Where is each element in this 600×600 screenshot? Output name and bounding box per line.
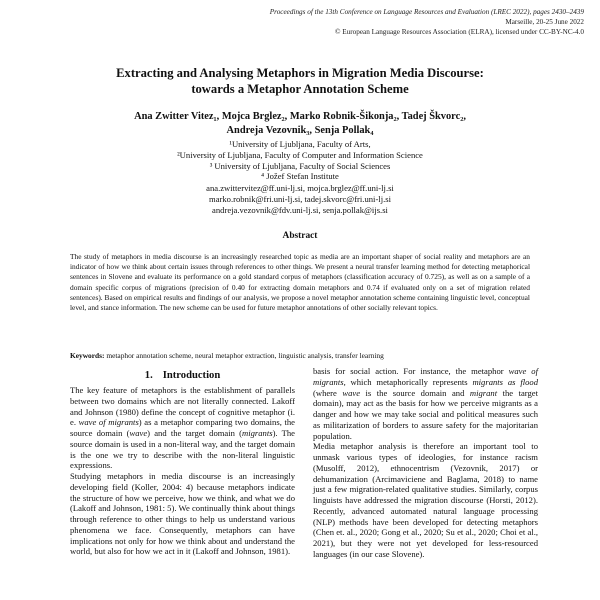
right-column xyxy=(313,366,538,560)
affiliation-3: ³ University of Ljubljana, Faculty of Social Sciences xyxy=(209,160,391,171)
authors-line-1: Ana Zwitter Vitez₁, Mojca Brglez₂, Marko Robnik-Šikonja₂, Tadej Škvorc₂, xyxy=(134,111,466,122)
venue-line: Marseille, 20-25 June 2022 xyxy=(505,18,584,26)
email-line-3: andreja.vezovnik@fdv.uni-lj.si, senja.pollak@ijs.si xyxy=(212,205,388,216)
affiliation-1: ¹University of Ljubljana, Faculty of Arts, xyxy=(229,139,371,149)
intro-paragraph-2: Studying metaphors in media discourse is an increasingly developing field (Koller, 2004: 4) because metaphors indicate the structure of how we perceive, how we think, and what we do (Lakoff and Johnson, 1981: 5). We continually think about things through reference to other things to help us understand various phenomena we face. Consequently, metaphors can have implications not only for how we think about and understand the world, but also for how we act in it (Lakoff and Johnson, 1981). xyxy=(70,471,295,557)
author-emails xyxy=(40,183,560,217)
intro-paragraph-1: The key feature of metaphors is the establishment of parallels between two domains which are not literally connected. Lakoff and Johnson (1980) define the concept of cognitive metaphor (i. e. wave of migrants) as a metaphor comparing two domains, the source domain (wave) and the target domain (migrants). The source domain is used in a non-literal way, and the target domain is the one we try to describe with the non-literal linguistic expressions. xyxy=(70,385,295,471)
abstract-text: The study of metaphors in media discourse is an increasingly researched topic as media are an important shaper of social reality and metaphors are an indicator of how we think about certain issues through references to other things. We present a neural transfer learning method for detecting metaphorical sentences in Slovene and evaluate its performance on a gold standard corpus of metaphors (classification accuracy of 0.725), as well as on a sample of a domain specific corpus of migrations (precision of 0.40 for extracting domain metaphors and 0.74 if evaluated only on a set of migration related sentences). Based on empirical results and findings of our analysis, we propose a novel metaphor annotation scheme containing linguistic level, conceptual level, and stance information. The new scheme can be used for future metaphor annotations of other socially relevant topics. xyxy=(70,252,530,313)
title-line-1: Extracting and Analysing Metaphors in Migration Media Discourse: xyxy=(116,66,484,80)
email-line-2: marko.robnik@fri.uni-lj.si, tadej.skvorc@fri.uni-lj.si xyxy=(209,194,391,205)
license-line: © European Language Resources Association (ELRA), licensed under CC-BY-NC-4.0 xyxy=(335,28,584,36)
affiliation-4: ⁴ Jožef Stefan Institute xyxy=(261,171,339,182)
title-line-2: towards a Metaphor Annotation Scheme xyxy=(191,82,409,96)
section-number: 1. xyxy=(144,370,153,381)
author-list xyxy=(40,110,560,138)
email-line-1: ana.zwittervitez@ff.uni-lj.si, mojca.brglez@ff.uni-lj.si xyxy=(206,183,394,193)
keywords-label: Keywords: xyxy=(70,351,105,360)
abstract-heading: Abstract xyxy=(282,231,318,241)
left-column xyxy=(70,366,295,557)
proceedings-header xyxy=(114,7,584,37)
right-paragraph-1: basis for social action. For instance, the metaphor wave of migrants, which metaphorically represents migrants as flood (where wave is the source domain and migrant the target domain), may act as the basis for how we perceive migrants as a danger and how we may take social and political measures such as militarization of borders to assure safety for the majoritarian population. xyxy=(313,366,538,441)
right-paragraph-2: Media metaphor analysis is therefore an important tool to unmask various types of ideologies, for instance racism (Musolff, 2012), ethnocentrism (Vezovnik, 2017) or dehumanization (Arcimaviciene and Baglama, 2018) to name just a few migration-related qualitative studies. Similarly, corpus linguists have addressed the migration discourse (Horsti, 2012). Recently, advanced automated natural language processing (NLP) methods have been developed for detecting metaphors (Chen et. al., 2020; Gong et al., 2020; Su et al., 2020; Choi et al., 2021), but they were not yet developed for less-resourced languages (in our case Slovene). xyxy=(313,441,538,559)
proceedings-line: Proceedings of the 13th Conference on Language Resources and Evaluation (LREC 2022), pages 2430–2439 xyxy=(269,8,584,16)
section-title: Introduction xyxy=(162,370,221,381)
paper-title xyxy=(40,65,560,97)
affiliation-2: ²University of Ljubljana, Faculty of Computer and Information Science xyxy=(177,149,423,160)
keywords-text: metaphor annotation scheme, neural metaphor extraction, linguistic analysis, transfer learning xyxy=(104,351,384,360)
section-heading-introduction xyxy=(70,369,295,382)
affiliations xyxy=(40,139,560,182)
keywords xyxy=(70,351,530,361)
authors-line-2: Andreja Vezovnik₃, Senja Pollak₄ xyxy=(226,125,374,136)
